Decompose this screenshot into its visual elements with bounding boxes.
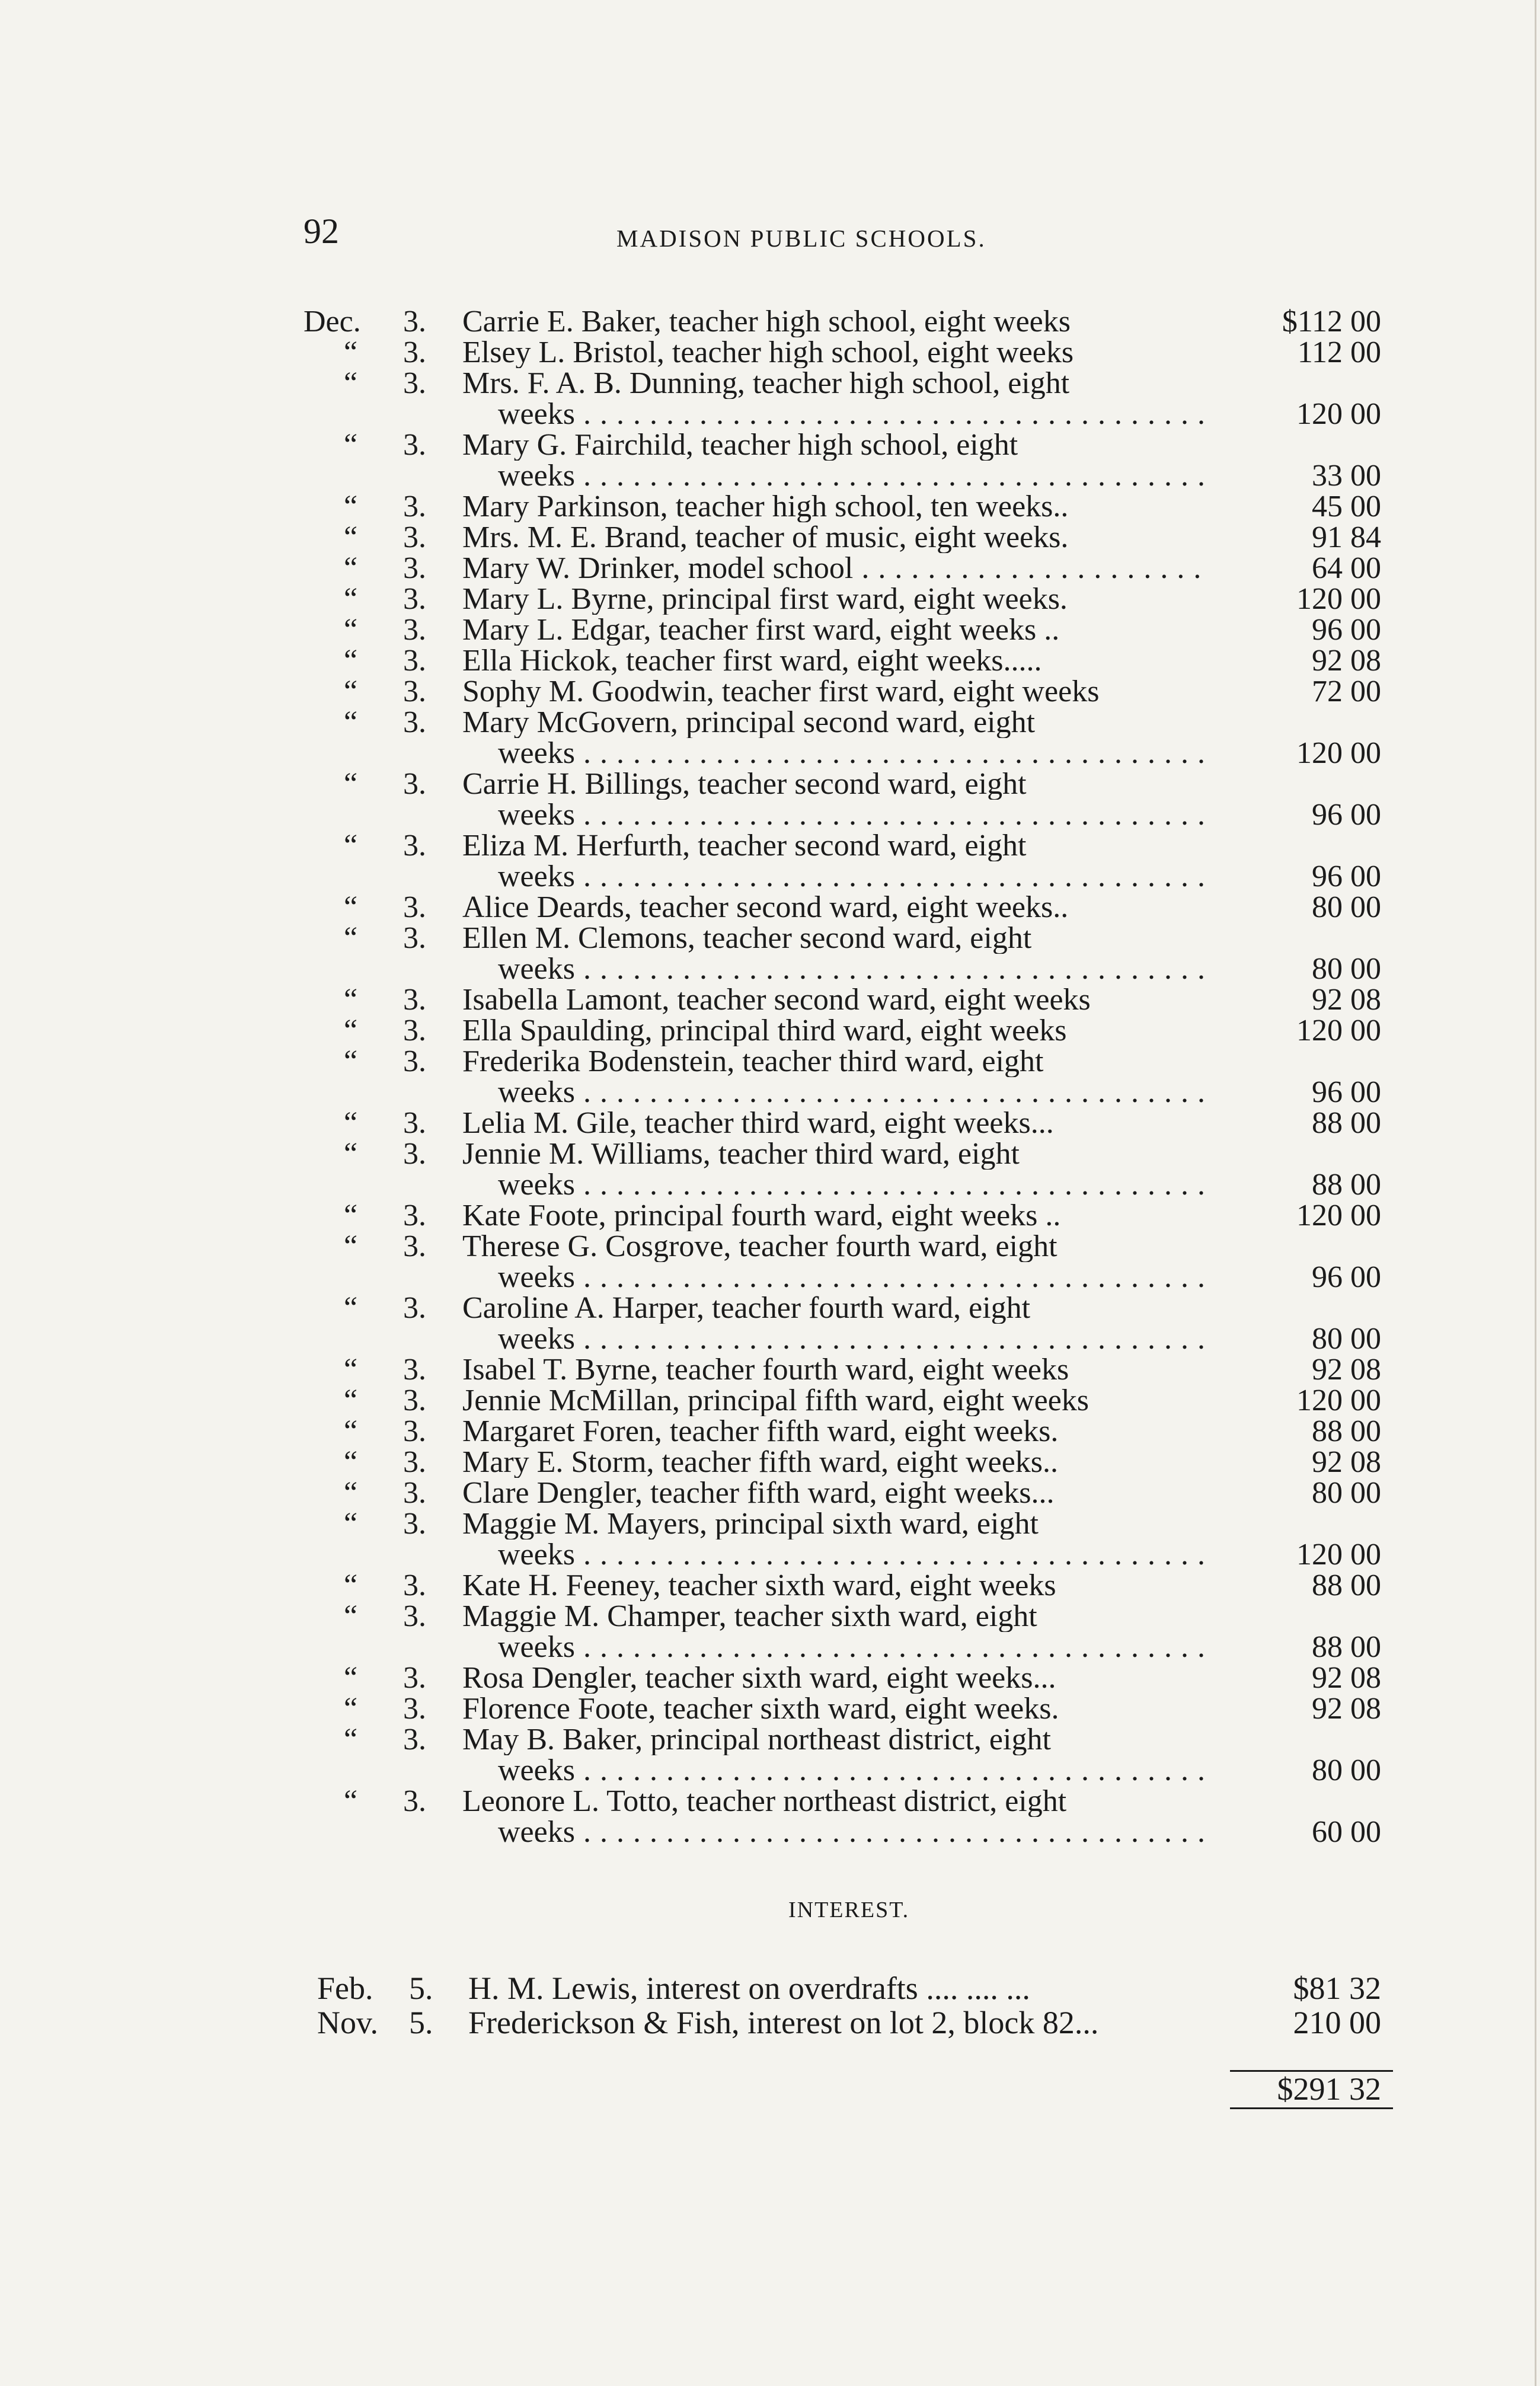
entry-description: Mrs. M. E. Brand, teacher of music, eight weeks. — [462, 522, 1069, 553]
entry-description: Therese G. Cosgrove, teacher fourth ward, eight — [462, 1231, 1057, 1262]
entry-description-continued: weeks . . . — [498, 461, 1203, 491]
entry-description-continued: weeks . . . — [498, 1324, 1203, 1355]
entry-month: “ — [344, 1692, 358, 1726]
entry-description: Jennie M. Williams, teacher third ward, eight — [462, 1139, 1020, 1170]
entry-amount: 80 00 — [1312, 1322, 1381, 1356]
entry-month: Feb. — [317, 1970, 373, 2006]
ledger-row — [0, 769, 1540, 831]
ledger-row — [0, 1015, 1540, 1046]
entry-month: “ — [344, 1199, 358, 1232]
entry-description: Elsey L. Bristol, teacher high school, eight weeks — [462, 337, 1074, 368]
entry-month: “ — [344, 336, 358, 369]
entry-description-continued: weeks . . . — [498, 1170, 1203, 1200]
entry-amount: 120 00 — [1296, 1384, 1381, 1417]
entry-description: Alice Deards, teacher second ward, eight weeks.. — [462, 892, 1069, 923]
entry-day: 3. — [403, 983, 426, 1017]
entry-description-continued: weeks . . . — [498, 738, 1203, 769]
entry-description-continued: weeks . . . — [498, 1262, 1203, 1293]
entry-day: 3. — [403, 1723, 426, 1756]
entry-description-continued: weeks . . . — [498, 954, 1203, 985]
entry-day: 3. — [403, 829, 426, 863]
entry-day: 3. — [403, 1692, 426, 1726]
ledger-row — [0, 615, 1540, 646]
entry-day: 3. — [403, 1384, 426, 1417]
ledger-row — [0, 522, 1540, 553]
entry-day: 3. — [403, 1106, 426, 1140]
entry-amount: 45 00 — [1312, 490, 1381, 523]
ledger-row — [0, 306, 1540, 337]
entry-amount: 96 00 — [1312, 860, 1381, 893]
entry-amount: 60 00 — [1312, 1815, 1381, 1849]
entry-day: 3. — [403, 1014, 426, 1047]
interest-ledger — [0, 1971, 1540, 2040]
ledger-row — [0, 1200, 1540, 1231]
ledger-row — [0, 1231, 1540, 1293]
ledger-row — [0, 337, 1540, 368]
entry-amount: 92 08 — [1312, 983, 1381, 1017]
entry-month: “ — [344, 675, 358, 708]
entry-month: “ — [344, 983, 358, 1017]
ledger-row — [0, 1139, 1540, 1200]
entry-month: “ — [344, 767, 358, 801]
entry-day: 3. — [403, 336, 426, 369]
entry-day: 3. — [403, 1569, 426, 1602]
entry-amount: 80 00 — [1312, 1753, 1381, 1787]
entry-month: “ — [344, 551, 358, 585]
entry-amount: $81 32 — [1293, 1970, 1381, 2006]
entry-amount: 92 08 — [1312, 1445, 1381, 1479]
entry-description: Mary Parkinson, teacher high school, ten weeks.. — [462, 491, 1069, 522]
entry-description: Ellen M. Clemons, teacher second ward, eight — [462, 923, 1032, 954]
entry-description-continued: weeks . . . — [498, 1539, 1203, 1570]
ledger-row — [0, 1447, 1540, 1478]
entry-description: Frederika Bodenstein, teacher third ward, eight — [462, 1046, 1044, 1077]
total-rule-bottom — [1230, 2107, 1393, 2109]
entry-amount: 88 00 — [1312, 1168, 1381, 1202]
entry-description-continued: weeks . . . — [498, 1817, 1203, 1848]
entry-amount: 120 00 — [1296, 736, 1381, 770]
ledger-row — [0, 707, 1540, 769]
entry-amount: 120 00 — [1296, 582, 1381, 616]
ledger-row — [0, 1293, 1540, 1355]
entry-month: “ — [344, 1137, 358, 1171]
ledger-row — [0, 1416, 1540, 1447]
entry-day: 3. — [403, 1661, 426, 1695]
entry-description-continued: weeks . . . — [498, 1632, 1203, 1663]
entry-month: “ — [344, 582, 358, 616]
ledger-row — [0, 646, 1540, 676]
entry-day: 3. — [403, 1784, 426, 1818]
entry-amount: 92 08 — [1312, 1661, 1381, 1695]
entry-month: “ — [344, 705, 358, 739]
entry-description: Mary G. Fairchild, teacher high school, eight — [462, 430, 1018, 461]
interest-row — [0, 1971, 1540, 2005]
entry-amount: 80 00 — [1312, 1476, 1381, 1510]
ledger-row — [0, 1355, 1540, 1385]
entry-description: Mary W. Drinker, model school . . . — [462, 553, 1203, 584]
entry-day: 3. — [403, 644, 426, 678]
entry-month: “ — [344, 1661, 358, 1695]
entry-day: 3. — [403, 1599, 426, 1633]
entry-day: 3. — [403, 366, 426, 400]
entry-amount: 80 00 — [1312, 890, 1381, 924]
entry-description: Mrs. F. A. B. Dunning, teacher high school, eight — [462, 368, 1070, 399]
entry-description: Eliza M. Herfurth, teacher second ward, eight — [462, 831, 1027, 861]
entry-month: “ — [344, 520, 358, 554]
entry-day: 3. — [403, 1045, 426, 1078]
entry-month: “ — [344, 829, 358, 863]
entry-day: 3. — [403, 767, 426, 801]
entry-amount: 64 00 — [1312, 551, 1381, 585]
entry-month: “ — [344, 1414, 358, 1448]
entry-description: Caroline A. Harper, teacher fourth ward, eight — [462, 1293, 1031, 1324]
entry-description: Jennie McMillan, principal fifth ward, eight weeks — [462, 1385, 1089, 1416]
entry-month: Nov. — [317, 2005, 378, 2040]
entry-day: 3. — [403, 1353, 426, 1387]
entry-day: 5. — [409, 2005, 433, 2040]
entry-description-continued: weeks . . . — [498, 1077, 1203, 1108]
salary-ledger — [0, 306, 1540, 1848]
entry-day: 3. — [403, 613, 426, 647]
entry-day: 3. — [403, 305, 426, 338]
ledger-row — [0, 1724, 1540, 1786]
entry-month: “ — [344, 1599, 358, 1633]
entry-day: 3. — [403, 551, 426, 585]
entry-description: Mary L. Edgar, teacher first ward, eight weeks .. — [462, 615, 1060, 646]
ledger-row — [0, 1478, 1540, 1509]
entry-month: “ — [344, 1784, 358, 1818]
entry-amount: 112 00 — [1297, 336, 1381, 369]
entry-amount: 210 00 — [1293, 2005, 1381, 2040]
entry-amount: 120 00 — [1296, 1538, 1381, 1571]
entry-day: 3. — [403, 1291, 426, 1325]
entry-description: Frederickson & Fish, interest on lot 2, block 82... — [468, 2005, 1099, 2040]
entry-description: Sophy M. Goodwin, teacher first ward, eight weeks — [462, 676, 1100, 707]
entry-month: “ — [344, 1229, 358, 1263]
entry-month: “ — [344, 1476, 358, 1510]
entry-amount: 96 00 — [1312, 1260, 1381, 1294]
entry-month: “ — [344, 1353, 358, 1387]
entry-month: “ — [344, 1569, 358, 1602]
entry-description: Ella Hickok, teacher first ward, eight weeks..... — [462, 646, 1042, 676]
entry-day: 3. — [403, 675, 426, 708]
ledger-row — [0, 1663, 1540, 1694]
entry-month: “ — [344, 921, 358, 955]
entry-day: 3. — [403, 1445, 426, 1479]
ledger-row — [0, 584, 1540, 615]
entry-amount: 92 08 — [1312, 644, 1381, 678]
entry-description: Margaret Foren, teacher fifth ward, eight weeks. — [462, 1416, 1059, 1447]
entry-description: Maggie M. Champer, teacher sixth ward, eight — [462, 1601, 1037, 1632]
interest-heading: INTEREST. — [788, 1898, 910, 1922]
entry-amount: $112 00 — [1282, 305, 1381, 338]
entry-month: “ — [344, 428, 358, 462]
ledger-row — [0, 1570, 1540, 1601]
ledger-row — [0, 1385, 1540, 1416]
ledger-row — [0, 1108, 1540, 1139]
entry-description: Lelia M. Gile, teacher third ward, eight weeks... — [462, 1108, 1054, 1139]
entry-description: Isabel T. Byrne, teacher fourth ward, eight weeks — [462, 1355, 1069, 1385]
entry-description: Rosa Dengler, teacher sixth ward, eight weeks... — [462, 1663, 1056, 1694]
ledger-row — [0, 1509, 1540, 1570]
entry-amount: 96 00 — [1312, 798, 1381, 832]
entry-month: “ — [344, 366, 358, 400]
ledger-row — [0, 368, 1540, 430]
entry-description: Carrie H. Billings, teacher second ward, eight — [462, 769, 1027, 800]
ledger-row — [0, 1694, 1540, 1724]
ledger-row — [0, 985, 1540, 1015]
entry-day: 3. — [403, 582, 426, 616]
entry-amount: 72 00 — [1312, 675, 1381, 708]
entry-amount: 88 00 — [1312, 1414, 1381, 1448]
ledger-row — [0, 430, 1540, 491]
entry-amount: 92 08 — [1312, 1692, 1381, 1726]
entry-day: 3. — [403, 1229, 426, 1263]
entry-day: 3. — [403, 428, 426, 462]
entry-amount: 88 00 — [1312, 1569, 1381, 1602]
entry-day: 3. — [403, 921, 426, 955]
entry-amount: 88 00 — [1312, 1106, 1381, 1140]
entry-month: “ — [344, 644, 358, 678]
entry-description: Florence Foote, teacher sixth ward, eight weeks. — [462, 1694, 1059, 1724]
entry-description: May B. Baker, principal northeast district, eight — [462, 1724, 1051, 1755]
entry-day: 3. — [403, 705, 426, 739]
entry-description-continued: weeks . . . — [498, 1755, 1203, 1786]
entry-day: 3. — [403, 520, 426, 554]
ledger-row — [0, 1046, 1540, 1108]
entry-month: “ — [344, 1291, 358, 1325]
entry-description: Carrie E. Baker, teacher high school, eight weeks — [462, 306, 1071, 337]
entry-description: Leonore L. Totto, teacher northeast district, eight — [462, 1786, 1067, 1817]
ledger-row — [0, 491, 1540, 522]
entry-month: Dec. — [303, 305, 361, 338]
ledger-row — [0, 831, 1540, 892]
entry-month: “ — [344, 490, 358, 523]
entry-amount: 80 00 — [1312, 952, 1381, 986]
ledger-row — [0, 923, 1540, 985]
interest-row — [0, 2005, 1540, 2040]
ledger-row — [0, 1786, 1540, 1848]
entry-month: “ — [344, 1014, 358, 1047]
entry-description: Mary L. Byrne, principal first ward, eight weeks. — [462, 584, 1068, 615]
entry-description: Mary McGovern, principal second ward, eight — [462, 707, 1036, 738]
entry-day: 3. — [403, 1199, 426, 1232]
entry-amount: 88 00 — [1312, 1630, 1381, 1664]
entry-amount: 92 08 — [1312, 1353, 1381, 1387]
entry-amount: 91 84 — [1312, 520, 1381, 554]
entry-month: “ — [344, 1384, 358, 1417]
ledger-row — [0, 676, 1540, 707]
entry-description-continued: weeks . . . — [498, 861, 1203, 892]
page-number: 92 — [303, 212, 339, 251]
entry-day: 5. — [409, 1970, 433, 2006]
entry-amount: 96 00 — [1312, 1075, 1381, 1109]
entry-month: “ — [344, 1723, 358, 1756]
entry-day: 3. — [403, 1507, 426, 1541]
ledger-row — [0, 1601, 1540, 1663]
entry-day: 3. — [403, 1476, 426, 1510]
entry-day: 3. — [403, 490, 426, 523]
interest-total: $291 32 — [1277, 2071, 1381, 2107]
ledger-row — [0, 892, 1540, 923]
entry-amount: 120 00 — [1296, 1014, 1381, 1047]
entry-month: “ — [344, 1507, 358, 1541]
entry-description: Kate Foote, principal fourth ward, eight weeks .. — [462, 1200, 1061, 1231]
entry-amount: 120 00 — [1296, 1199, 1381, 1232]
entry-description-continued: weeks . . . — [498, 399, 1203, 430]
entry-month: “ — [344, 1045, 358, 1078]
entry-month: “ — [344, 1445, 358, 1479]
running-head: MADISON PUBLIC SCHOOLS. — [616, 225, 986, 252]
entry-amount: 120 00 — [1296, 397, 1381, 431]
entry-description: Mary E. Storm, teacher fifth ward, eight weeks.. — [462, 1447, 1059, 1478]
entry-month: “ — [344, 890, 358, 924]
entry-description: Isabella Lamont, teacher second ward, eight weeks — [462, 985, 1091, 1015]
entry-description: H. M. Lewis, interest on overdrafts .... .... ... — [468, 1971, 1030, 2005]
entry-description: Ella Spaulding, principal third ward, eight weeks — [462, 1015, 1067, 1046]
ledger-row — [0, 553, 1540, 584]
entry-day: 3. — [403, 1137, 426, 1171]
entry-description-continued: weeks . . . — [498, 800, 1203, 831]
entry-day: 3. — [403, 1414, 426, 1448]
entry-day: 3. — [403, 890, 426, 924]
entry-description: Maggie M. Mayers, principal sixth ward, eight — [462, 1509, 1039, 1539]
entry-amount: 33 00 — [1312, 459, 1381, 493]
entry-amount: 96 00 — [1312, 613, 1381, 647]
entry-description: Kate H. Feeney, teacher sixth ward, eight weeks — [462, 1570, 1056, 1601]
entry-description: Clare Dengler, teacher fifth ward, eight weeks... — [462, 1478, 1055, 1509]
entry-month: “ — [344, 613, 358, 647]
entry-month: “ — [344, 1106, 358, 1140]
